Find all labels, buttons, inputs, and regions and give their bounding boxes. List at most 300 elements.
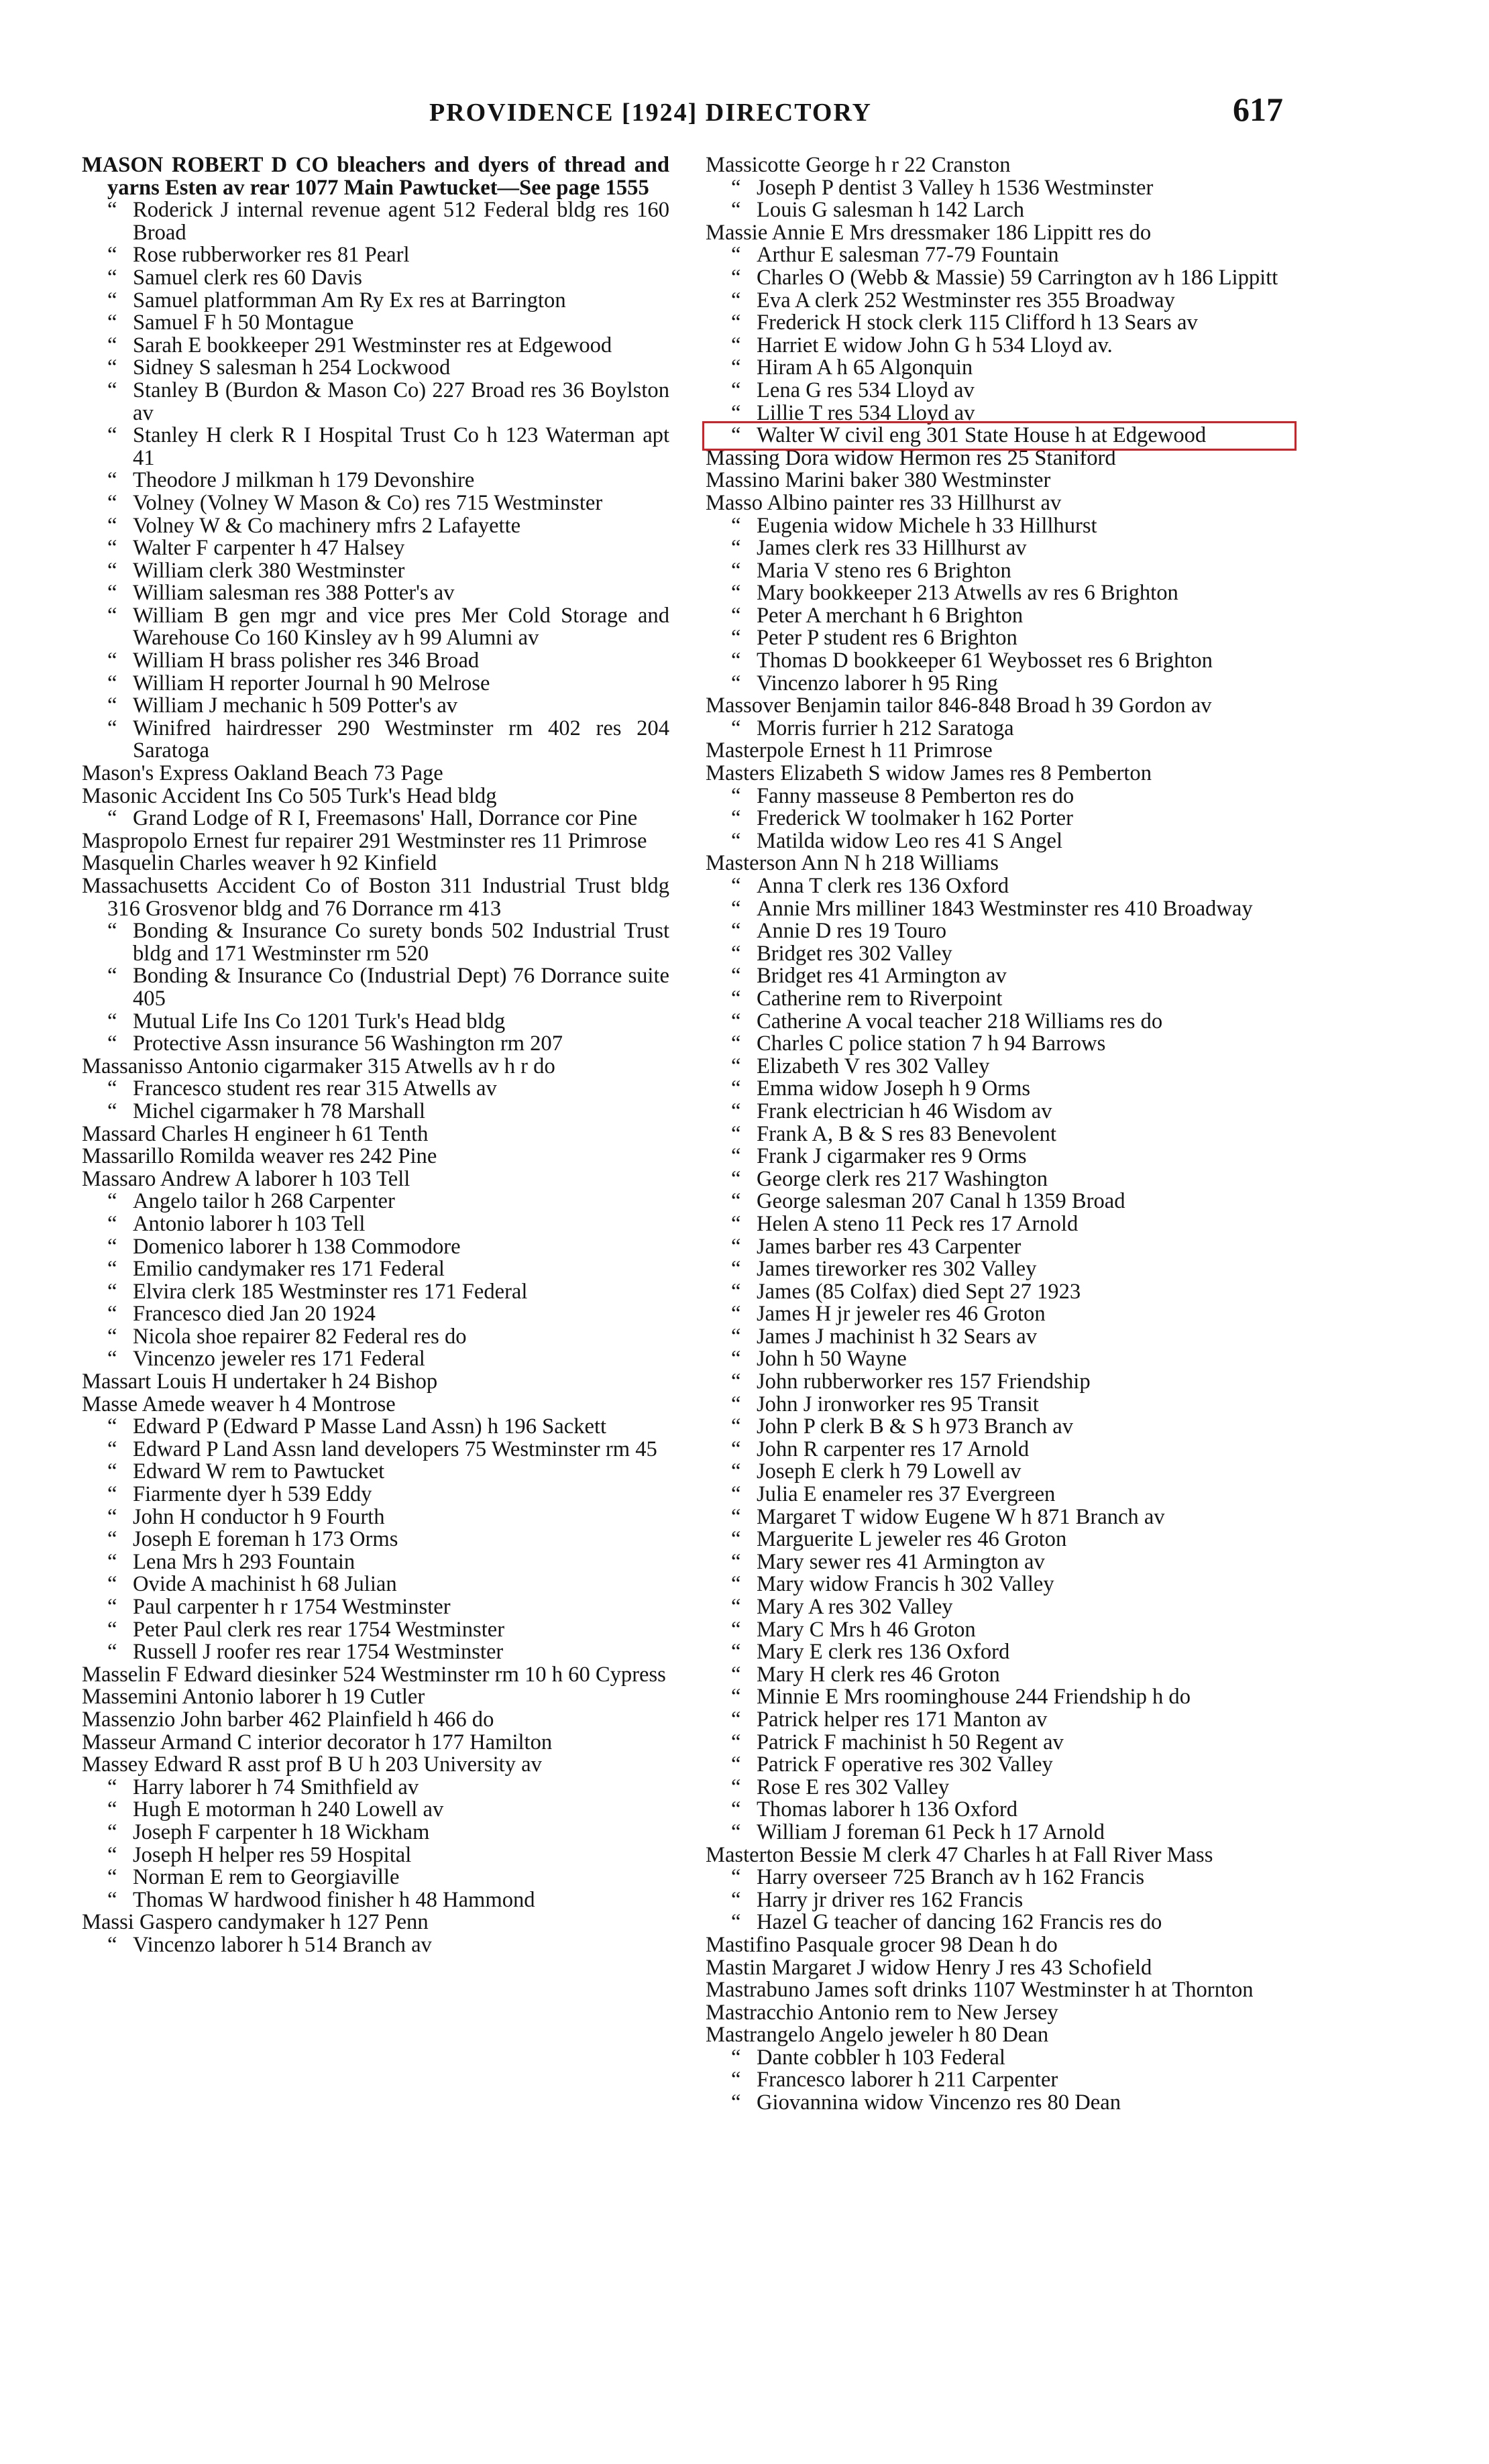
- entry-text: Massover Benjamin tailor 846-848 Broad h 39 Gordon av: [706, 693, 1212, 718]
- directory-entry: [706, 1348, 1293, 1371]
- entry-text: Vincenzo laborer h 95 Ring: [757, 671, 998, 695]
- entry-text: William J foreman 61 Peck h 17 Arnold: [757, 1819, 1105, 1844]
- directory-entry: [706, 695, 1293, 718]
- directory-entry: [82, 1461, 669, 1483]
- ditto-mark: “: [107, 1819, 117, 1844]
- directory-entry: [706, 988, 1293, 1011]
- directory-entry: [82, 965, 669, 1010]
- entry-text: Matilda widow Leo res 41 S Angel: [757, 828, 1063, 853]
- entry-text: Annie Mrs milliner 1843 Westminster res 410 Broadway: [757, 896, 1253, 921]
- directory-entry: [82, 875, 669, 920]
- directory-entry: [706, 447, 1293, 470]
- directory-entry: [706, 2092, 1293, 2115]
- entry-text: Mastifino Pasquale grocer 98 Dean h do: [706, 1932, 1058, 1957]
- directory-entry: [706, 1709, 1293, 1732]
- ditto-mark: “: [731, 1076, 741, 1101]
- entry-text: Francesco laborer h 211 Carpenter: [757, 2068, 1058, 2092]
- directory-entry: [82, 1819, 669, 1844]
- ditto-mark: “: [107, 581, 117, 606]
- directory-entry: [82, 1078, 669, 1101]
- entry-text: Charles C police station 7 h 94 Barrows: [757, 1031, 1106, 1056]
- entry-text: Peter P student res 6 Brighton: [757, 626, 1017, 651]
- entry-text: Elizabeth V res 302 Valley: [757, 1054, 990, 1078]
- ditto-mark: “: [731, 874, 741, 898]
- entry-text: Fiarmente dyer h 539 Eddy: [133, 1482, 372, 1507]
- directory-entry: [706, 718, 1293, 740]
- entry-text: James (85 Colfax) died Sept 27 1923: [757, 1279, 1081, 1304]
- ditto-mark: “: [107, 1324, 117, 1349]
- ditto-mark: “: [731, 1707, 741, 1732]
- entry-text: Massemini Antonio laborer h 19 Cutler: [82, 1685, 425, 1710]
- directory-entry: [706, 582, 1293, 605]
- directory-entry: [82, 357, 669, 380]
- directory-entry: [82, 1190, 669, 1213]
- directory-entry: [706, 1326, 1293, 1349]
- ditto-mark: “: [731, 1640, 741, 1665]
- ditto-mark: “: [731, 1347, 741, 1371]
- entry-text: Eva A clerk 252 Westminster res 355 Broadway: [757, 288, 1175, 313]
- directory-entry: [82, 1664, 669, 1687]
- directory-entry: [706, 1056, 1293, 1078]
- directory-entry: [82, 1573, 669, 1596]
- entry-text: Dante cobbler h 103 Federal: [757, 2045, 1005, 2070]
- directory-entry: [706, 1033, 1293, 1056]
- entry-text: Masse Amede weaver h 4 Montrose: [82, 1392, 396, 1416]
- directory-entry: [706, 1213, 1293, 1236]
- entry-text: Mary E clerk res 136 Oxford: [757, 1640, 1010, 1665]
- directory-entry: [706, 1258, 1293, 1281]
- entry-text: Massicotte George h r 22 Cranston: [706, 153, 1011, 177]
- ditto-mark: “: [731, 175, 741, 200]
- directory-entry: [82, 1303, 669, 1326]
- directory-entry: [706, 199, 1293, 222]
- entry-text: Giovannina widow Vincenzo res 80 Dean: [757, 2090, 1121, 2115]
- ditto-mark: “: [731, 1595, 741, 1619]
- ditto-mark: “: [731, 1865, 741, 1890]
- ditto-mark: “: [107, 1347, 117, 1371]
- entry-text: William J mechanic h 509 Potter's av: [133, 693, 458, 718]
- entry-text: Protective Assn insurance 56 Washington rm 207: [133, 1031, 563, 1056]
- entry-text: Frederick W toolmaker h 162 Porter: [757, 806, 1073, 831]
- ditto-mark: “: [731, 716, 741, 740]
- ditto-mark: “: [107, 649, 117, 673]
- entry-text: Frank electrician h 46 Wisdom av: [757, 1099, 1052, 1123]
- entry-text: Roderick J internal revenue agent 512 Federal bldg res 160 Broad: [133, 198, 669, 245]
- ditto-mark: “: [731, 1302, 741, 1327]
- directory-entry: [82, 807, 669, 830]
- ditto-mark: “: [731, 671, 741, 695]
- entry-text: Walter F carpenter h 47 Halsey: [133, 536, 405, 561]
- ditto-mark: “: [731, 1504, 741, 1529]
- directory-entry: [706, 1573, 1293, 1596]
- directory-entry: [706, 492, 1293, 515]
- ditto-mark: “: [731, 1482, 741, 1507]
- directory-entry: [706, 1528, 1293, 1551]
- entry-text: Theodore J milkman h 179 Devonshire: [133, 468, 475, 493]
- directory-entry: [82, 1844, 669, 1867]
- ditto-mark: “: [731, 964, 741, 989]
- entry-text: Frank A, B & S res 83 Benevolent: [757, 1121, 1057, 1146]
- ditto-mark: “: [731, 1459, 741, 1484]
- ditto-mark: “: [731, 333, 741, 357]
- directory-entry: [82, 1709, 669, 1732]
- entry-text: Minnie E Mrs roominghouse 244 Friendship h do: [757, 1685, 1191, 1710]
- entry-text: Mary H clerk res 46 Groton: [757, 1662, 1000, 1687]
- directory-entry: [706, 1168, 1293, 1191]
- entry-text: Masterton Bessie M clerk 47 Charles h at Fall River Mass: [706, 1842, 1213, 1867]
- directory-entry: [82, 1641, 669, 1664]
- entry-text: Bridget res 41 Armington av: [757, 964, 1007, 989]
- entry-text: Vincenzo laborer h 514 Branch av: [133, 1932, 432, 1957]
- entry-text: Massaro Andrew A laborer h 103 Tell: [82, 1166, 410, 1191]
- entry-text: John J ironworker res 95 Transit: [757, 1392, 1039, 1416]
- entry-text: Winifred hairdresser 290 Westminster rm 402 res 204 Saratoga: [133, 716, 669, 763]
- ditto-mark: “: [731, 1414, 741, 1439]
- directory-entry: [82, 267, 669, 290]
- ditto-mark: “: [107, 1527, 117, 1552]
- entry-text: Sarah E bookkeeper 291 Westminster res at Edgewood: [133, 333, 612, 357]
- ditto-mark: “: [731, 1279, 741, 1304]
- ditto-mark: “: [107, 1257, 117, 1282]
- directory-entry: [706, 1686, 1293, 1709]
- directory-entry: [706, 1596, 1293, 1619]
- ditto-mark: “: [731, 1189, 741, 1214]
- entry-text: Lena G res 534 Lloyd av: [757, 378, 975, 402]
- ditto-mark: “: [107, 558, 117, 583]
- directory-entry: [82, 1866, 669, 1889]
- ditto-mark: “: [731, 986, 741, 1011]
- entry-text: Patrick helper res 171 Manton av: [757, 1707, 1048, 1732]
- ditto-mark: “: [107, 716, 117, 740]
- ditto-mark: “: [107, 243, 117, 268]
- entry-text: Hazel G teacher of dancing 162 Francis res do: [757, 1910, 1162, 1935]
- directory-entry: [706, 515, 1293, 538]
- entry-text: Eugenia widow Michele h 33 Hillhurst: [757, 513, 1097, 538]
- ditto-mark: “: [107, 513, 117, 538]
- directory-entry: [82, 1911, 669, 1934]
- directory-entry: [706, 1461, 1293, 1483]
- ditto-mark: “: [107, 806, 117, 831]
- ditto-mark: “: [731, 581, 741, 606]
- directory-entry: [706, 1732, 1293, 1754]
- ditto-mark: “: [107, 423, 117, 448]
- directory-entry: [706, 740, 1293, 763]
- entry-text: Rose rubberworker res 81 Pearl: [133, 243, 410, 268]
- entry-text: Masters Elizabeth S widow James res 8 Pemberton: [706, 761, 1152, 786]
- ditto-mark: “: [107, 490, 117, 515]
- directory-entry: [82, 1686, 669, 1709]
- entry-text: Edward W rem to Pawtucket: [133, 1459, 385, 1484]
- entry-text: Massarillo Romilda weaver res 242 Pine: [82, 1144, 437, 1169]
- directory-entry: [82, 1777, 669, 1799]
- directory-entry: [82, 1732, 669, 1754]
- directory-entry: [706, 1934, 1293, 1957]
- directory-entry: [706, 898, 1293, 921]
- ditto-mark: “: [107, 1887, 117, 1912]
- ditto-mark: “: [731, 288, 741, 313]
- ditto-mark: “: [731, 896, 741, 921]
- directory-entry: [706, 920, 1293, 943]
- ditto-mark: “: [731, 400, 741, 425]
- directory-entry: [706, 380, 1293, 402]
- directory-entry: [706, 2024, 1293, 2047]
- directory-entry: [706, 1957, 1293, 1980]
- ditto-mark: “: [731, 1662, 741, 1687]
- directory-entry: [82, 673, 669, 695]
- entry-text: Russell J roofer res rear 1754 Westminster: [133, 1640, 504, 1665]
- entry-text: Catherine rem to Riverpoint: [757, 986, 1003, 1011]
- entry-text: Samuel platformman Am Ry Ex res at Barrington: [133, 288, 566, 313]
- entry-text: Mastracchio Antonio rem to New Jersey: [706, 2000, 1058, 2025]
- ditto-mark: “: [731, 378, 741, 402]
- directory-entry: [82, 1754, 669, 1777]
- ditto-mark: “: [107, 1482, 117, 1507]
- directory-entry: [706, 1619, 1293, 1642]
- entry-text: Fanny masseuse 8 Pemberton res do: [757, 783, 1074, 808]
- directory-entry: [706, 1439, 1293, 1461]
- ditto-mark: “: [107, 693, 117, 718]
- ditto-mark: “: [107, 603, 117, 628]
- ditto-mark: “: [107, 311, 117, 335]
- ditto-mark: “: [731, 423, 741, 448]
- directory-entry: [706, 290, 1293, 313]
- directory-entry: [706, 1078, 1293, 1101]
- entry-text: Mary widow Francis h 302 Valley: [757, 1572, 1054, 1597]
- entry-text: Mastrabuno James soft drinks 1107 Westminster h at Thornton: [706, 1978, 1254, 2003]
- directory-entry: [706, 154, 1293, 177]
- directory-entry: [82, 1889, 669, 1912]
- entry-text: Edward P Land Assn land developers 75 Westminster rm 45: [133, 1437, 657, 1461]
- directory-entry: [82, 1934, 669, 1957]
- ditto-mark: “: [107, 1504, 117, 1529]
- directory-entry: [706, 1145, 1293, 1168]
- ditto-mark: “: [731, 558, 741, 583]
- entry-text: Margaret T widow Eugene W h 871 Branch av: [757, 1504, 1165, 1529]
- directory-entry: [82, 582, 669, 605]
- ditto-mark: “: [107, 1797, 117, 1822]
- page-number: 617: [1233, 91, 1283, 128]
- ditto-mark: “: [107, 1617, 117, 1642]
- directory-entry: [82, 1326, 669, 1349]
- entry-text: George salesman 207 Canal h 1359 Broad: [757, 1189, 1125, 1214]
- entry-text: Massino Marini baker 380 Westminster: [706, 468, 1051, 493]
- ditto-mark: “: [107, 1640, 117, 1665]
- entry-text: John R carpenter res 17 Arnold: [757, 1437, 1030, 1461]
- entry-text: Frederick H stock clerk 115 Clifford h 13 Sears av: [757, 311, 1198, 335]
- entry-text: Volney W & Co machinery mfrs 2 Lafayette: [133, 513, 521, 538]
- ditto-mark: “: [731, 265, 741, 290]
- directory-entry: [706, 605, 1293, 628]
- entry-text: John H conductor h 9 Fourth: [133, 1504, 385, 1529]
- entry-text: Lillie T res 534 Lloyd av: [757, 400, 975, 425]
- directory-entry: [82, 852, 669, 875]
- entry-text: William B gen mgr and vice pres Mer Cold Storage and Warehouse Co 160 Kinsley av h 99 Alumni av: [133, 603, 669, 651]
- directory-entry: [82, 830, 669, 853]
- entry-text: Harry overseer 725 Branch av h 162 Francis: [757, 1865, 1145, 1890]
- ditto-mark: “: [107, 1572, 117, 1597]
- entry-text: Thomas W hardwood finisher h 48 Hammond: [133, 1887, 535, 1912]
- entry-text: Lena Mrs h 293 Fountain: [133, 1549, 355, 1574]
- ditto-mark: “: [731, 1797, 741, 1822]
- entry-text: Samuel clerk res 60 Davis: [133, 265, 362, 290]
- entry-text: Catherine A vocal teacher 218 Williams res do: [757, 1009, 1163, 1033]
- entry-text: William H brass polisher res 346 Broad: [133, 649, 480, 673]
- entry-text: Masquelin Charles weaver h 92 Kinfield: [82, 851, 437, 876]
- entry-text: William H reporter Journal h 90 Melrose: [133, 671, 490, 695]
- ditto-mark: “: [731, 1775, 741, 1799]
- directory-entry: [706, 335, 1293, 357]
- directory-entry: [82, 425, 669, 469]
- ditto-mark: “: [731, 1257, 741, 1282]
- ditto-mark: “: [731, 243, 741, 268]
- entry-text: James barber res 43 Carpenter: [757, 1234, 1022, 1259]
- ditto-mark: “: [731, 536, 741, 561]
- ditto-mark: “: [107, 1076, 117, 1101]
- directory-entry: [82, 1439, 669, 1461]
- directory-entry: [82, 1213, 669, 1236]
- directory-entry: [82, 1348, 669, 1371]
- directory-entry: [706, 1281, 1293, 1304]
- entry-text: Charles O (Webb & Massie) 59 Carrington av h 186 Lippitt: [757, 265, 1278, 290]
- entry-text: John rubberworker res 157 Friendship: [757, 1369, 1091, 1394]
- entry-text: Harry laborer h 74 Smithfield av: [133, 1775, 419, 1799]
- ditto-mark: “: [731, 355, 741, 380]
- entry-text: Bonding & Insurance Co (Industrial Dept) 76 Dorrance suite 405: [133, 964, 669, 1011]
- directory-entry: [82, 290, 669, 313]
- directory-entry: [706, 1190, 1293, 1213]
- entry-text: Joseph F carpenter h 18 Wickham: [133, 1819, 430, 1844]
- directory-entry: [706, 943, 1293, 966]
- directory-entry: [82, 560, 669, 583]
- entry-text: Anna T clerk res 136 Oxford: [757, 874, 1009, 898]
- entry-text: Massanisso Antonio cigarmaker 315 Atwells av h r do: [82, 1054, 555, 1078]
- ditto-mark: “: [107, 1842, 117, 1867]
- ditto-mark: “: [731, 919, 741, 944]
- directory-entry: [706, 852, 1293, 875]
- entry-text: Bonding & Insurance Co surety bonds 502 Industrial Trust bldg and 171 Westminster rm 520: [133, 919, 669, 966]
- entry-text: Mary sewer res 41 Armington av: [757, 1549, 1045, 1574]
- directory-entry: [706, 560, 1293, 583]
- ditto-mark: “: [107, 1234, 117, 1259]
- entry-text: John h 50 Wayne: [757, 1347, 907, 1371]
- ditto-mark: “: [731, 1392, 741, 1416]
- directory-entry: [706, 357, 1293, 380]
- ditto-mark: “: [731, 1234, 741, 1259]
- directory-entry: [82, 1033, 669, 1056]
- entry-text: Mastin Margaret J widow Henry J res 43 Schofield: [706, 1955, 1152, 1980]
- entry-text: Massing Dora widow Hermon res 25 Staniford: [706, 445, 1116, 470]
- ditto-mark: “: [731, 2068, 741, 2092]
- entry-text: Hugh E motorman h 240 Lowell av: [133, 1797, 444, 1822]
- entry-text: Nicola shoe repairer 82 Federal res do: [133, 1324, 467, 1349]
- entry-text: Emma widow Joseph h 9 Orms: [757, 1076, 1031, 1101]
- ditto-mark: “: [107, 1099, 117, 1123]
- entry-text: Thomas laborer h 136 Oxford: [757, 1797, 1018, 1822]
- directory-entry: [82, 1258, 669, 1281]
- ditto-mark: “: [731, 1887, 741, 1912]
- directory-entry: [82, 1483, 669, 1506]
- ditto-mark: “: [731, 1121, 741, 1146]
- ditto-mark: “: [107, 919, 117, 944]
- directory-entry: [82, 718, 669, 763]
- entry-text: Rose E res 302 Valley: [757, 1775, 950, 1799]
- ditto-mark: “: [107, 468, 117, 493]
- directory-entry: [706, 1303, 1293, 1326]
- entry-text: Emilio candymaker res 171 Federal: [133, 1257, 445, 1282]
- directory-entry: [706, 830, 1293, 853]
- page-title: PROVIDENCE [1924] DIRECTORY: [429, 99, 872, 127]
- directory-entry: [706, 965, 1293, 988]
- entry-text: Michel cigarmaker h 78 Marshall: [133, 1099, 426, 1123]
- entry-text: Elvira clerk 185 Westminster res 171 Federal: [133, 1279, 528, 1304]
- ditto-mark: “: [731, 1054, 741, 1078]
- entry-text: James J machinist h 32 Sears av: [757, 1324, 1038, 1349]
- directory-entry: [82, 1011, 669, 1033]
- entry-text: Grand Lodge of R I, Freemasons' Hall, Dorrance cor Pine: [133, 806, 638, 831]
- directory-entry: [706, 1889, 1293, 1912]
- directory-entry: [706, 244, 1293, 267]
- ditto-mark: “: [731, 1730, 741, 1754]
- entry-text: Francesco died Jan 20 1924: [133, 1302, 376, 1327]
- directory-entry: [706, 1101, 1293, 1123]
- right-column: [706, 154, 1293, 2115]
- entry-text: William clerk 380 Westminster: [133, 558, 405, 583]
- entry-text: Patrick F machinist h 50 Regent av: [757, 1730, 1064, 1754]
- ditto-mark: “: [107, 964, 117, 989]
- directory-entry: [706, 1819, 1293, 1844]
- directory-entry: [706, 1844, 1293, 1867]
- ditto-mark: “: [731, 603, 741, 628]
- ditto-mark: “: [731, 649, 741, 673]
- directory-entry: [706, 1754, 1293, 1777]
- directory-entry: [706, 673, 1293, 695]
- entry-text: John P clerk B & S h 973 Branch av: [757, 1414, 1074, 1439]
- entry-text: George clerk res 217 Washington: [757, 1166, 1048, 1191]
- directory-entry: [706, 1777, 1293, 1799]
- directory-entry: [82, 1281, 669, 1304]
- ditto-mark: “: [731, 1617, 741, 1642]
- entry-text: Stanley B (Burdon & Mason Co) 227 Broad res 36 Boylston av: [133, 378, 669, 425]
- directory-entry: [706, 177, 1293, 200]
- ditto-mark: “: [107, 1437, 117, 1461]
- directory-entry: [706, 1011, 1293, 1033]
- directory-entry: [706, 1394, 1293, 1416]
- directory-entry: [82, 492, 669, 515]
- entry-text: Massart Louis H undertaker h 24 Bishop: [82, 1369, 438, 1394]
- directory-entry: [82, 199, 669, 244]
- ditto-mark: “: [731, 1527, 741, 1552]
- directory-entry: [82, 1619, 669, 1642]
- entry-text: Mastrangelo Angelo jeweler h 80 Dean: [706, 2023, 1049, 2048]
- ditto-mark: “: [107, 1414, 117, 1439]
- entry-text: Patrick F operative res 302 Valley: [757, 1752, 1053, 1777]
- directory-entry: [82, 605, 669, 650]
- entry-text: Joseph P dentist 3 Valley h 1536 Westminster: [757, 175, 1154, 200]
- directory-entry: [82, 1056, 669, 1078]
- directory-entry: [82, 154, 669, 199]
- ditto-mark: “: [731, 1324, 741, 1349]
- ditto-mark: “: [731, 1009, 741, 1033]
- entry-text: Harriet E widow John G h 534 Lloyd av.: [757, 333, 1113, 357]
- ditto-mark: “: [731, 1752, 741, 1777]
- directory-entry: [706, 1416, 1293, 1439]
- ditto-mark: “: [107, 1009, 117, 1033]
- entry-text: Maspropolo Ernest fur repairer 291 Westminster res 11 Primrose: [82, 828, 647, 853]
- directory-entry: [82, 650, 669, 673]
- entry-text: Morris furrier h 212 Saratoga: [757, 716, 1014, 740]
- directory-entry: [82, 1416, 669, 1439]
- entry-text: Massi Gaspero candymaker h 127 Penn: [82, 1910, 429, 1935]
